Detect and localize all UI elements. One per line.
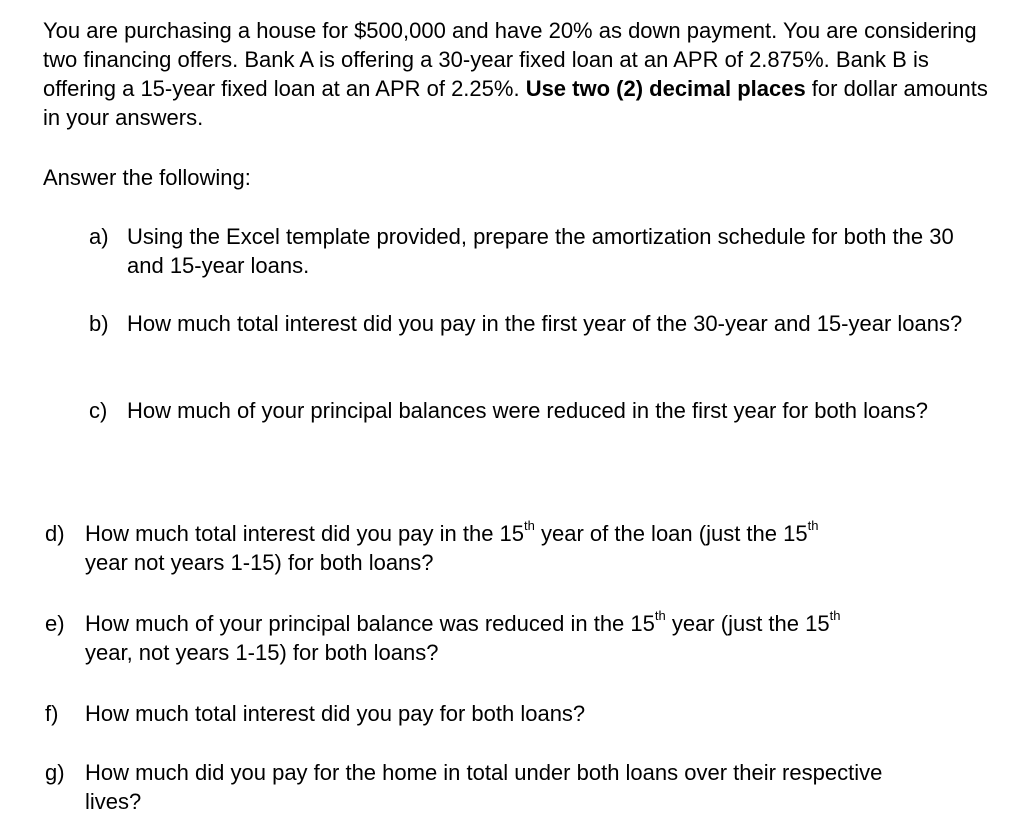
question-f: [45, 699, 945, 729]
question-g-text: How much did you pay for the home in total under both loans over their respective lives?: [85, 760, 883, 814]
question-c-text: How much of your principal balances were reduced in the first year for both loans?: [127, 398, 928, 423]
question-d-text-1: How much total interest did you pay in the 15: [85, 521, 525, 546]
intro-bold-instruction: Use two (2) decimal places: [525, 76, 806, 101]
question-b-letter: b): [89, 311, 109, 336]
intro-text-part1: You are purchasing a house for $500,000 and have 20% as down payment. You are considering two financing offers. Bank A is offering a 30-year fixed loan at an APR of 2.875%. Bank B is offering a 15-year fixed loan at an APR of 2.25%.: [43, 18, 977, 101]
question-d-text: [85, 519, 985, 577]
intro-paragraph: [43, 16, 1003, 132]
question-e-sup-2: th: [829, 607, 841, 623]
question-a: [89, 222, 969, 282]
question-f-text: How much total interest did you pay for both loans?: [85, 701, 586, 726]
question-f-letter: f): [45, 701, 59, 726]
intro-text-part2: for dollar amounts in your answers.: [43, 76, 988, 130]
question-e-text-1: How much of your principal balance was reduced in the 15: [85, 611, 655, 636]
question-b: [89, 309, 1009, 369]
question-c: [89, 396, 989, 456]
question-e: [45, 609, 985, 669]
question-e-text-3: year, not years 1-15) for both loans?: [85, 640, 439, 665]
question-e-letter: e): [45, 611, 65, 636]
question-d-text-3: year not years 1-15) for both loans?: [85, 550, 434, 575]
question-g-letter: g): [45, 760, 65, 785]
question-d-text-2: year of the loan (just the 15: [534, 521, 808, 546]
question-e-text: [85, 609, 985, 667]
question-a-letter: a): [89, 224, 109, 249]
question-c-letter: c): [89, 398, 108, 423]
question-g: [45, 758, 945, 818]
question-b-text: How much total interest did you pay in the first year of the 30-year and 15-year loans?: [127, 311, 963, 336]
answer-following-heading: Answer the following:: [43, 165, 251, 190]
question-d-sup-2: th: [807, 517, 819, 533]
question-d-sup-1: th: [524, 517, 535, 533]
question-a-text: Using the Excel template provided, prepare the amortization schedule for both the 30 and 15-year loans.: [127, 224, 954, 278]
question-e-sup-1: th: [654, 607, 666, 623]
question-e-text-2: year (just the 15: [665, 611, 830, 636]
question-d: [45, 519, 985, 579]
question-d-letter: d): [45, 521, 65, 546]
